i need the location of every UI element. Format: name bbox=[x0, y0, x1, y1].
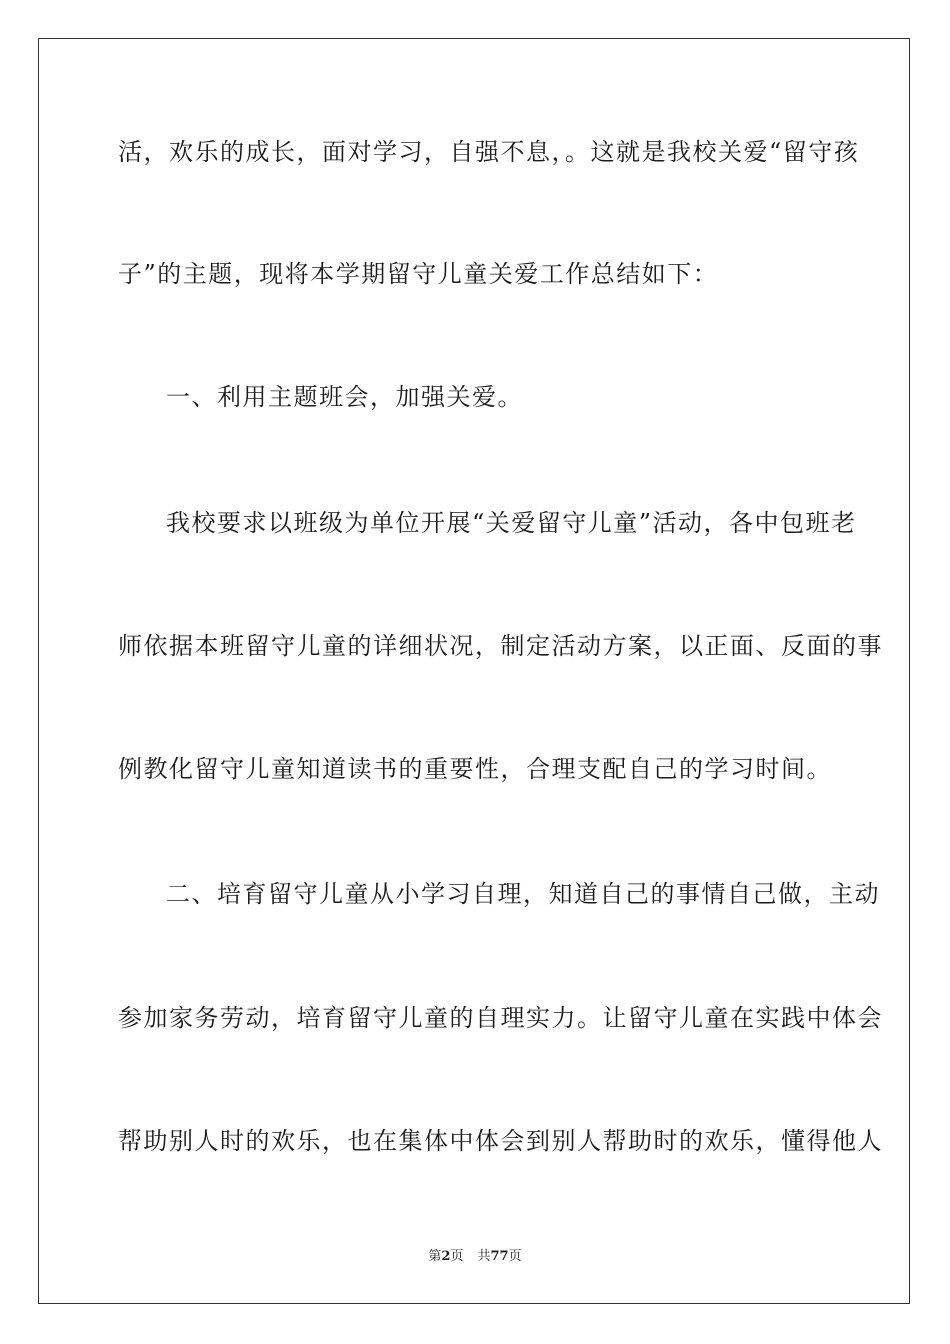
page-suffix: 页 bbox=[450, 1249, 464, 1264]
text-line: 师依据本班留守儿童的详细状况，制定活动方案，以正面、反面的事 bbox=[118, 632, 883, 660]
page-footer bbox=[0, 1248, 950, 1266]
text-line: 参加家务劳动，培育留守儿童的自理实力。让留守儿童在实践中体会 bbox=[118, 1004, 883, 1032]
text-line: 子”的主题，现将本学期留守儿童关爱工作总结如下： bbox=[118, 260, 719, 288]
page-prefix: 第 bbox=[428, 1249, 442, 1264]
total-suffix: 页 bbox=[508, 1249, 522, 1264]
section-heading: 二、培育留守儿童从小学习自理，知道自己的事情自己做，主动 bbox=[166, 880, 880, 908]
page-number: 2 bbox=[441, 1249, 451, 1264]
total-prefix: 共 bbox=[477, 1249, 491, 1264]
page-total: 77 bbox=[490, 1249, 509, 1264]
page-border bbox=[38, 38, 910, 1304]
text-line: 我校要求以班级为单位开展“关爱留守儿童”活动，各中包班老 bbox=[166, 509, 857, 537]
text-line: 活，欢乐的成长，面对学习，自强不息，。这就是我校关爱“留守孩 bbox=[118, 138, 860, 166]
section-heading: 一、利用主题班会，加强关爱。 bbox=[166, 383, 523, 411]
text-line: 帮助别人时的欢乐，也在集体中体会到别人帮助时的欢乐，懂得他人 bbox=[118, 1127, 883, 1155]
text-line: 例教化留守儿童知道读书的重要性，合理支配自己的学习时间。 bbox=[118, 755, 832, 783]
